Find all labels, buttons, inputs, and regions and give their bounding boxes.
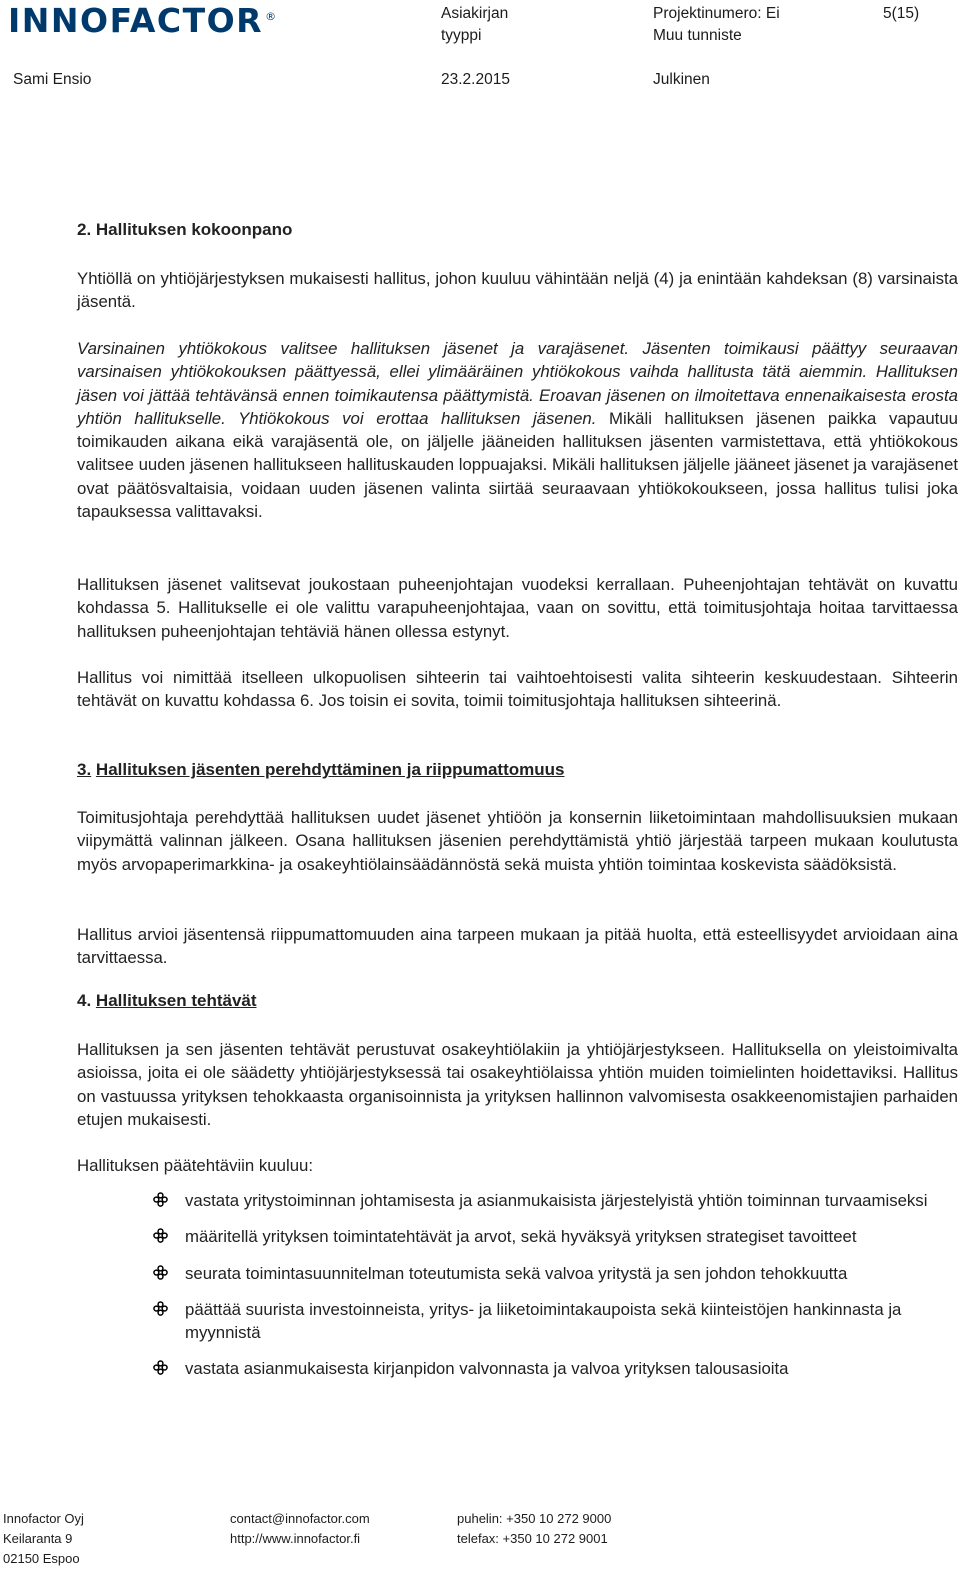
- list-item: määritellä yrityksen toimintatehtävät ja arvot, sekä hyväksyä yrityksen strategiset tavoitteet: [77, 1225, 958, 1248]
- footer-postal: 02150 Espoo: [3, 1551, 80, 1566]
- section-3-number: 3.: [77, 760, 92, 779]
- list-item: päättää suurista investoinneista, yritys- ja liiketoimintakaupoista sekä kiinteistöjen hankinnasta ja myynnistä: [77, 1298, 958, 1345]
- flower-bullet-icon: [153, 1360, 168, 1375]
- duties-list: [77, 1189, 958, 1394]
- list-item: seurata toimintasuunnitelman toteutumista sekä valvoa yritystä ja sen johdon tehokkuutta: [77, 1262, 958, 1285]
- list-item: vastata yritystoiminnan johtamisesta ja asianmukaisista järjestelyistä yhtiön toiminnan turvaamiseksi: [77, 1189, 958, 1212]
- footer-contact: [230, 1509, 370, 1549]
- section-4-heading: [77, 991, 257, 1011]
- other-identifier: Muu tunniste: [653, 27, 742, 44]
- author: Sami Ensio: [13, 71, 92, 88]
- section-3-title: Hallituksen jäsenten perehdyttäminen ja riippumattomuus: [95, 760, 565, 779]
- section-2-heading: 2. Hallituksen kokoonpano: [77, 220, 293, 239]
- flower-bullet-icon: [153, 1192, 168, 1207]
- footer-fax: telefax: +350 10 272 9001: [457, 1531, 608, 1546]
- section-4-paragraph-1: Hallituksen ja sen jäsenten tehtävät perustuvat osakeyhtiölakiin ja yhtiöjärjestykseen. Hallituksella on yleistoimivalta asioissa, joita ei ole säädetty yhtiöjärjestyksessä tai osakeyhtiölaissa yhtiön muiden toimielinten hoidettaviksi. Hallitus on vastuussa yrityksen tehokkaasta organisoinnista ja yrityksen hallinnon valvomisesta osakkeenomistajien parhaiden etujen mukaisesti.: [77, 1040, 958, 1129]
- section-2-paragraph-2-regular: Mikäli hallituksen jäsenen paikka vapautuu toimikauden aikana eikä varajäsentä ole, on jäljelle jääneiden hallituksen jäsenten varmistettava, että yhtiökokous valitsee uuden jäsenen hallitukseen hallituskauden loppuajaksi. Mikäli hallituksen jäljelle jääneet jäsenet ja varajäsenet ovat päätösvaltaisia, voidaan uuden jäsenen valinta siirtää seuraavaan yhtiökokoukseen, jossa hallitus tulisi joka tapauksessa valittavaksi.: [77, 408, 958, 522]
- doc-type-label: Asiakirjan: [441, 5, 509, 22]
- flower-bullet-icon: [153, 1228, 168, 1243]
- list-item: vastata asianmukaisesta kirjanpidon valvonnasta ja valvoa yrityksen talousasioita: [77, 1357, 958, 1380]
- footer-street: Keilaranta 9: [3, 1531, 73, 1546]
- section-2-paragraph-2: [77, 337, 958, 523]
- footer-phone: puhelin: +350 10 272 9000: [457, 1511, 612, 1526]
- doc-type-value: tyyppi: [441, 27, 482, 44]
- section-2-paragraph-4: Hallitus voi nimittää itselleen ulkopuolisen sihteerin tai vaihtoehtoisesti valita sihteerin keskuudestaan. Sihteerin tehtävät on kuvattu kohdassa 6. Jos toisin ei sovita, toimii toimitusjohtaja hallituksen sihteerinä.: [77, 668, 958, 711]
- section-4-title: Hallituksen tehtävät: [95, 991, 257, 1010]
- document-date: 23.2.2015: [441, 71, 510, 88]
- project-number: Projektinumero: Ei: [653, 5, 780, 22]
- section-3-paragraph-2: Hallitus arvioi jäsentensä riippumattomuuden aina tarpeen mukaan ja pitää huolta, että esteellisyydet arvioidaan aina tarvittaessa.: [77, 925, 958, 968]
- flower-bullet-icon: [153, 1301, 168, 1316]
- footer-web[interactable]: http://www.innofactor.fi: [230, 1531, 361, 1546]
- section-2-paragraph-2-italic: Varsinainen yhtiökokous valitsee hallituksen jäsenet ja varajäsenet. Jäsenten toimikausi päättyy seuraavan varsinaisen yhtiökokouksen päättyessä, ellei ylimääräinen yhtiökokous vaihda hallitusta tätä aiemmin. Hallituksen jäsen voi jättää tehtävänsä ennen toimikautensa päättymistä. Eroavan jäsenen on ilmoitettava ennenaikaisesta erosta yhtiön hallitukselle. Yhtiökokous voi erottaa hallituksen jäsenen.: [77, 339, 958, 428]
- section-4-number: 4.: [77, 991, 92, 1010]
- section-2-paragraph-3: Hallituksen jäsenet valitsevat joukostaan puheenjohtajan vuodeksi kerrallaan. Puheenjohtajan tehtävät on kuvattu kohdassa 5. Hallitukselle ei ole valittu varapuheenjohtajaa, vaan on sovittu, että toimitusjohtaja hoitaa tarvittaessa hallituksen puheenjohtajan tehtäviä hänen ollessa estynyt.: [77, 575, 958, 641]
- flower-bullet-icon: [153, 1265, 168, 1280]
- classification: Julkinen: [653, 71, 710, 88]
- footer-phones: [457, 1509, 611, 1549]
- footer-company: Innofactor Oyj: [3, 1511, 84, 1526]
- page-number: 5(15): [883, 5, 920, 22]
- section-2-paragraph-1: Yhtiöllä on yhtiöjärjestyksen mukaisesti hallitus, johon kuuluu vähintään neljä (4) ja enintään kahdeksan (8) varsinaista jäsentä.: [77, 269, 958, 312]
- section-3-paragraph-1: Toimitusjohtaja perehdyttää hallituksen uudet jäsenet yhtiöön ja konsernin liiketoimintaan mahdollisuuksien mukaan viipymättä valinnan jälkeen. Osana hallituksen jäsenien perehdyttämistä yhtiö järjestää tarpeen mukaan koulutusta myös arvopaperimarkkina- ja osakeyhtiölainsäädännöstä sekä muista yhtiön toimintaa koskevista säädöksistä.: [77, 808, 958, 874]
- footer-email[interactable]: contact@innofactor.com: [230, 1511, 370, 1526]
- section-3-heading: [77, 760, 564, 780]
- company-logo: INNOFACTOR ®: [8, 1, 277, 40]
- footer-address: [3, 1509, 84, 1569]
- section-4-list-intro: Hallituksen päätehtäviin kuuluu:: [77, 1156, 314, 1175]
